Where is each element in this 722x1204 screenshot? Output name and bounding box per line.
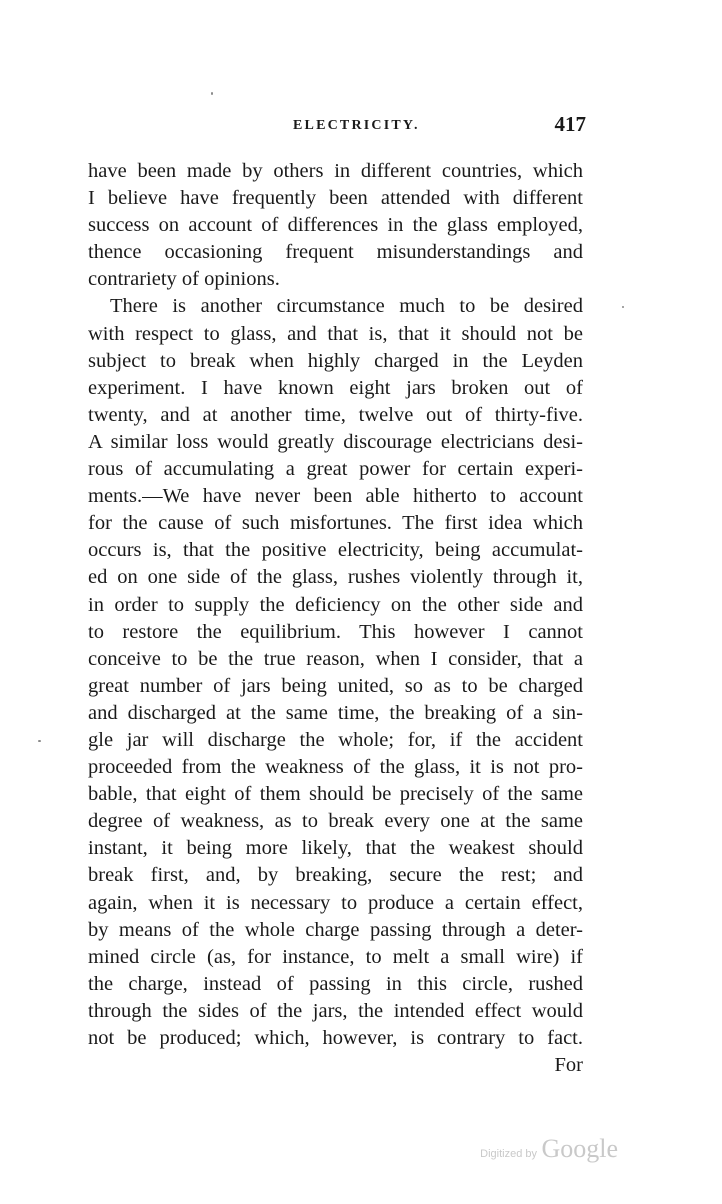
text-line: and discharged at the same time, the breaking of a sin- — [88, 701, 583, 724]
text-line: rous of accumulating a great power for certain experi- — [88, 458, 583, 481]
text-line: with respect to glass, and that is, that it should not be — [88, 322, 583, 345]
text-line: not be produced; which, however, is contrary to fact. — [88, 1027, 583, 1049]
text-line: subject to break when highly charged in the Leyden — [88, 349, 583, 372]
text-line: the charge, instead of passing in this circle, rushed — [88, 972, 583, 995]
text-line: in order to supply the deficiency on the other side and — [88, 593, 583, 616]
text-line: conceive to be the true reason, when I consider, that a — [88, 647, 583, 670]
text-line: great number of jars being united, so as to be charged — [88, 674, 583, 697]
text-line: degree of weakness, as to break every one at the same — [88, 810, 583, 833]
text-line: instant, it being more likely, that the weakest should — [88, 837, 583, 860]
text-line: There is another circumstance much to be desired — [110, 295, 583, 318]
text-line: again, when it is necessary to produce a certain effect, — [88, 891, 583, 914]
text-line: mined circle (as, for instance, to melt a small wire) if — [88, 945, 583, 968]
text-line: thence occasioning frequent misunderstandings and — [88, 241, 583, 264]
running-head: ELECTRICITY. — [293, 118, 420, 133]
text-line: for the cause of such misfortunes. The first idea which — [88, 512, 583, 535]
text-line: A similar loss would greatly discourage electricians desi- — [88, 430, 583, 453]
text-line: to restore the equilibrium. This however I cannot — [88, 620, 583, 643]
text-line: gle jar will discharge the whole; for, if the accident — [88, 728, 583, 751]
text-line: proceeded from the weakness of the glass, it is not pro- — [88, 756, 583, 779]
watermark-prefix: Digitized by — [480, 1148, 537, 1160]
ink-speck — [38, 740, 41, 742]
text-line: occurs is, that the positive electricity, being accumulat- — [88, 539, 583, 562]
digitized-watermark — [480, 1134, 618, 1164]
text-line: have been made by others in different countries, which — [88, 160, 583, 182]
text-line: ed on one side of the glass, rushes violently through it, — [88, 566, 583, 589]
catchword: For — [554, 1054, 583, 1077]
text-line: break first, and, by breaking, secure the rest; and — [88, 864, 583, 887]
page-number: 417 — [554, 112, 586, 136]
text-line: by means of the whole charge passing through a deter- — [88, 918, 583, 941]
ink-speck — [211, 92, 213, 95]
text-line: ments.—We have never been able hitherto to account — [88, 485, 583, 508]
page-header — [88, 112, 586, 142]
watermark-brand: Google — [541, 1134, 618, 1163]
text-line: twenty, and at another time, twelve out of thirty-five. — [88, 403, 583, 426]
text-line: bable, that eight of them should be precisely of the same — [88, 783, 583, 806]
body-text — [88, 158, 583, 1079]
text-line: experiment. I have known eight jars broken out of — [88, 376, 583, 399]
text-line: contrariety of opinions. — [88, 268, 280, 291]
text-line: I believe have frequently been attended with different — [88, 187, 583, 210]
text-line: through the sides of the jars, the intended effect would — [88, 999, 583, 1022]
ink-speck — [622, 306, 624, 308]
text-line: success on account of differences in the glass employed, — [88, 214, 583, 237]
